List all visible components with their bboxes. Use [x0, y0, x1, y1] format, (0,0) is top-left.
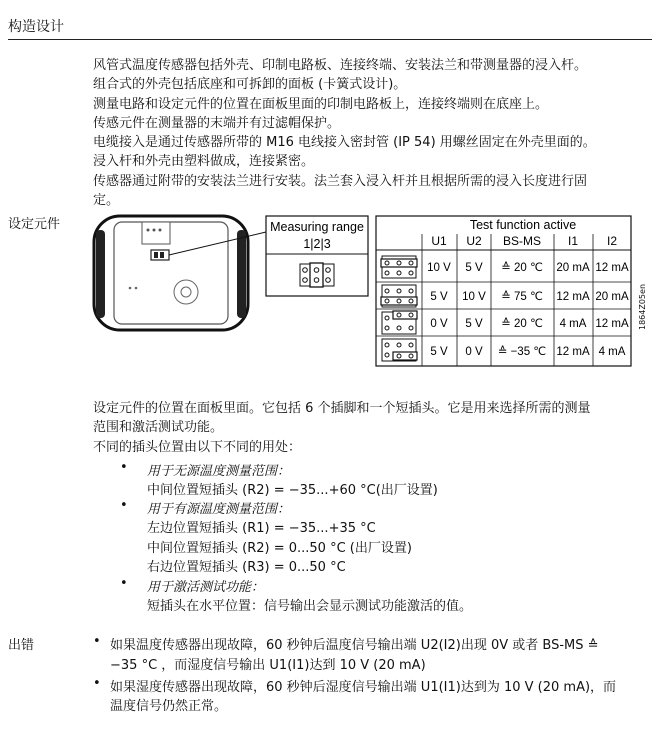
error-item-line: 如果温度传感器出现故障，60 秒钟后温度信号输出端 U2(I2)出现 0V 或者 BS-MS ≙: [110, 638, 599, 653]
intro-line: 组合式的外壳包括底座和可拆卸的面板 (卡簧式设计)。: [93, 77, 407, 93]
settings-description: [93, 399, 649, 457]
measuring-range-box: [266, 216, 368, 296]
row1-bs: ≙ 20 ℃: [501, 262, 543, 274]
jumper-icon-row-3: [382, 311, 417, 334]
row4-u1: 5 V: [430, 346, 448, 358]
row3-u1: 0 V: [430, 318, 448, 330]
active-title: 用于有源温度测量范围：: [147, 502, 291, 517]
header-u2: U2: [466, 234, 482, 248]
row4-i2: 4 mA: [598, 346, 626, 358]
bullet-dot: •: [120, 576, 128, 591]
test-line: 短插头在水平位置：信号输出会显示测试功能激活的值。: [147, 599, 473, 614]
housing-illustration: [94, 216, 266, 330]
row1-u1: 10 V: [427, 262, 451, 274]
header-i2: I2: [606, 234, 618, 248]
settings-figure: [90, 212, 638, 372]
jumper-icon-row-1: [381, 256, 417, 278]
header-divider: [8, 39, 652, 40]
intro-line: 电缆接入是通过传感器所带的 M16 电线接入密封管 (IP 54) 用螺丝固定在外壳里面的。: [93, 135, 596, 151]
row1-u2: 5 V: [465, 262, 483, 274]
header-i1: I1: [567, 234, 579, 248]
passive-line: 中间位置短插头 (R2) = −35...+60 °C(出厂设置): [147, 483, 438, 498]
measuring-range-positions: 1|2|3: [303, 237, 331, 251]
row2-u2: 10 V: [462, 291, 486, 303]
header-u1: U1: [431, 234, 447, 248]
row2-i1: 12 mA: [556, 291, 590, 303]
test-title: 用于激活测试功能：: [147, 580, 265, 595]
error-item-line: −35 °C ，而湿度信号输出 U1(I1)达到 10 V (20 mA): [110, 658, 426, 673]
error-item-line: 温度信号仍然正常。: [110, 699, 228, 714]
desc-line: 设定元件的位置在面板里面。它包括 6 个插脚和一个短插头。它是用来选择所需的测量: [93, 401, 591, 416]
bullet-dot: •: [120, 460, 128, 475]
bullet-dot: •: [93, 676, 101, 691]
bullet-dot: •: [93, 634, 101, 649]
intro-line: 测量电路和设定元件的位置在面板里面的印制电路板上，连接终端则在底座上。: [93, 96, 549, 112]
row3-bs: ≙ 20 ℃: [501, 318, 543, 330]
test-function-table: [376, 216, 631, 366]
intro-line: 定。: [93, 193, 120, 209]
test-table-title: Test function active: [469, 218, 577, 232]
row3-i1: 4 mA: [559, 318, 587, 330]
jumper-icon-row-2: [381, 285, 417, 307]
row3-i2: 12 mA: [595, 318, 629, 330]
row2-i2: 20 mA: [595, 291, 629, 303]
bullet-dot: •: [120, 498, 128, 513]
measuring-range-title: Measuring range: [270, 220, 364, 234]
intro-line: 传感元件在测量器的末端并有过滤帽保护。: [93, 115, 341, 131]
errors-side-label: 出错: [8, 638, 35, 653]
intro-line: 浸入杆和外壳由塑料做成，连接紧密。: [93, 154, 315, 170]
figure-id: 1864Z05en: [638, 283, 647, 330]
desc-line: 范围和激活测试功能。: [93, 420, 224, 436]
row4-u2: 0 V: [465, 346, 483, 358]
row1-i1: 20 mA: [556, 262, 590, 274]
row3-u2: 5 V: [465, 318, 483, 330]
settings-side-label: 设定元件: [8, 217, 61, 232]
jumper-icon-row-4: [382, 339, 417, 361]
intro-line: 风管式温度传感器包括外壳、印制电路板、连接终端、安装法兰和带测量器的浸入杆。: [93, 58, 588, 73]
page-title: 构造设计: [8, 19, 64, 35]
active-line: 中间位置短插头 (R2) = 0...50 °C (出厂设置): [147, 541, 412, 556]
passive-title: 用于无源温度测量范围：: [147, 464, 291, 479]
intro-paragraph: [93, 56, 649, 210]
active-line: 左边位置短插头 (R1) = −35...+35 °C: [147, 521, 376, 536]
header-bs-ms: BS-MS: [502, 234, 542, 248]
row4-bs: ≙ −35 ℃: [497, 346, 547, 358]
error-item-line: 如果湿度传感器出现故障，60 秒钟后湿度信号输出端 U1(I1)达到为 10 V (20 mA)，而: [110, 680, 617, 695]
intro-line: 传感器通过附带的安装法兰进行安装。法兰套入浸入杆并且根据所需的浸入长度进行固: [93, 173, 588, 189]
row2-bs: ≙ 75 ℃: [501, 291, 543, 303]
row2-u1: 5 V: [430, 291, 448, 303]
row1-i2: 12 mA: [595, 262, 629, 274]
row4-i1: 12 mA: [556, 346, 590, 358]
desc-line: 不同的插头位置由以下不同的用处：: [93, 439, 302, 455]
active-line: 右边位置短插头 (R3) = 0...50 °C: [147, 560, 346, 575]
